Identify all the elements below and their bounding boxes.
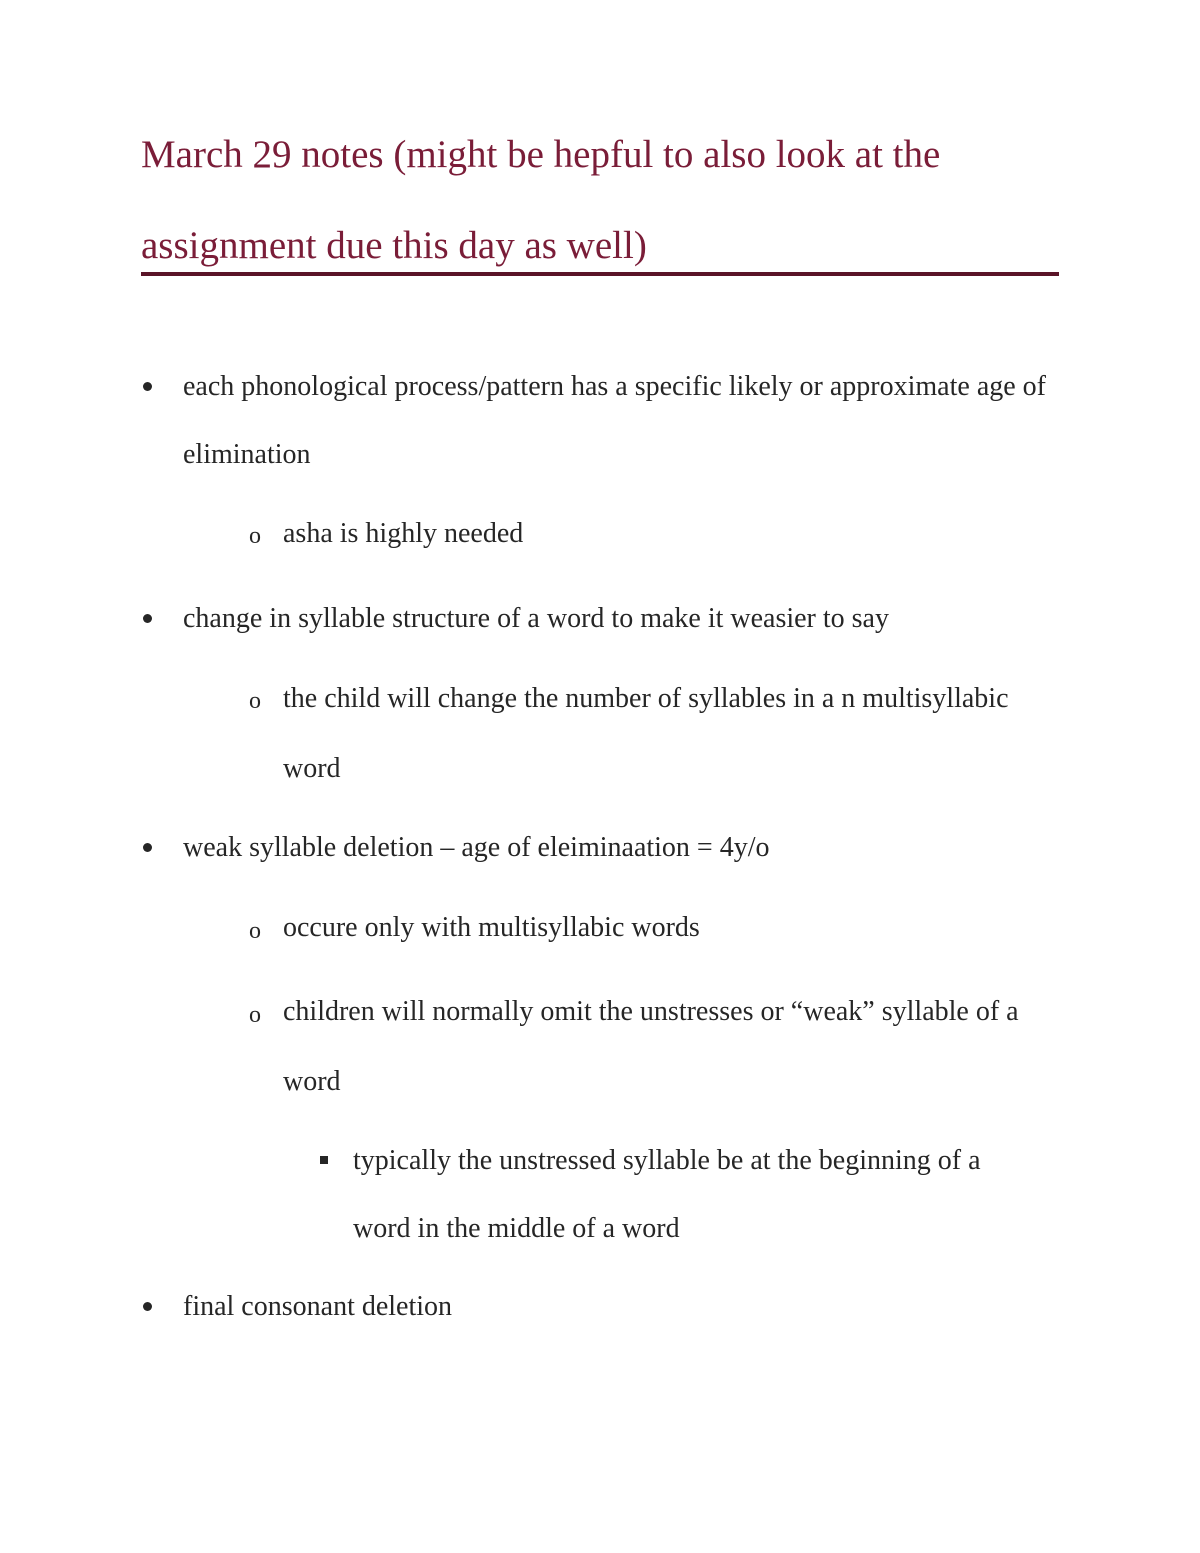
title-divider (141, 272, 1059, 276)
bullet-dot-icon (143, 614, 152, 623)
list-item-level-1: each phonological process/pattern has a specific likely or approximate age of elimination (183, 371, 1046, 470)
bullet-circle-icon: o (249, 688, 261, 714)
bullet-circle-icon: o (249, 918, 261, 944)
page-title: March 29 notes (might be hepful to also look at the assignment due this day as well) (141, 133, 941, 267)
bullet-circle-icon: o (249, 523, 261, 549)
list-item-level-3: typically the unstressed syllable be at the beginning of a word in the middle of a word (353, 1145, 981, 1244)
list-item-level-2: occure only with multisyllabic words (283, 912, 700, 943)
list-item-level-2: asha is highly needed (283, 518, 524, 549)
bullet-square-icon (320, 1156, 328, 1164)
bullet-circle-icon: o (249, 1002, 261, 1028)
list-item-level-2: the child will change the number of syllables in a n multisyllabic word (283, 683, 1009, 784)
bullet-dot-icon (143, 382, 152, 391)
list-item-level-1: weak syllable deletion – age of eleiminaation = 4y/o (183, 832, 770, 863)
list-item-level-2: children will normally omit the unstresses or “weak” syllable of a word (283, 996, 1019, 1097)
bullet-dot-icon (143, 1302, 152, 1311)
bullet-dot-icon (143, 843, 152, 852)
list-item-level-1: final consonant deletion (183, 1291, 453, 1322)
list-item-level-1: change in syllable structure of a word to make it weasier to say (183, 603, 889, 634)
